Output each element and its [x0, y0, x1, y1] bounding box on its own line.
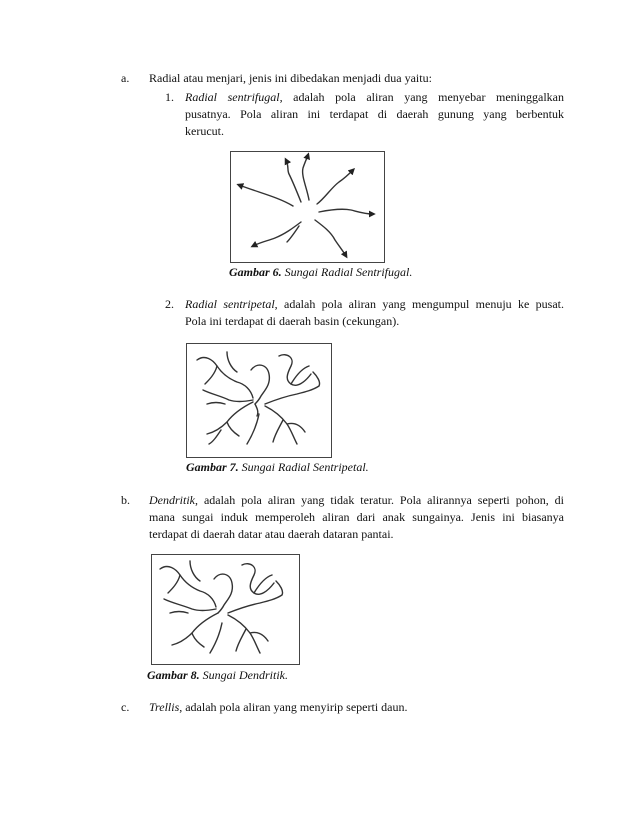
figure-7-caption: [186, 460, 369, 474]
item-c-line: [149, 700, 408, 714]
figure-8-label: Gambar 8.: [147, 668, 200, 682]
item-a-marker: a.: [121, 71, 130, 85]
item-b-line2: mana sungai induk memperoleh aliran dari anak sungainya. Jenis ini biasanya: [149, 510, 564, 524]
item-a2-marker: 2.: [165, 297, 174, 311]
item-a2-line2: Pola ini terdapat di daerah basin (cekungan).: [185, 314, 400, 328]
figure-6-label: Gambar 6.: [229, 265, 282, 279]
figure-8-caption: [147, 668, 288, 682]
figure-6-caption: [229, 265, 412, 279]
figure-8-caption-text: Sungai Dendritik.: [199, 668, 288, 682]
figure-7-label: Gambar 7.: [186, 460, 239, 474]
item-b-marker: b.: [121, 493, 130, 507]
item-a-text: Radial atau menjari, jenis ini dibedakan menjadi dua yaitu:: [149, 71, 432, 85]
figure-dendritik: [151, 554, 300, 665]
item-a1-marker: 1.: [165, 90, 174, 104]
item-a1-line1: [185, 90, 564, 104]
item-b-term: Dendritik: [149, 493, 195, 507]
figure-6-caption-text: Sungai Radial Sentrifugal.: [281, 265, 413, 279]
item-b-line3: terdapat di daerah datar atau daerah dataran pantai.: [149, 527, 394, 541]
item-b-line1-rest: , adalah pola aliran yang tidak teratur. Pola alirannya seperti pohon, di: [195, 493, 564, 507]
item-c-marker: c.: [121, 700, 130, 714]
item-a2-line1-rest: , adalah pola aliran yang mengumpul menuju ke pusat.: [274, 297, 565, 311]
item-a1-term: Radial sentrifugal,: [185, 90, 283, 104]
item-a2-line1: [185, 297, 564, 311]
item-a2-term: Radial sentripetal: [185, 297, 275, 311]
radial-sentrifugal-drawing: [231, 152, 384, 262]
radial-sentripetal-drawing: [187, 344, 331, 457]
figure-radial-sentripetal: [186, 343, 332, 458]
item-c-term: Trellis,: [149, 700, 183, 714]
figure-7-caption-text: Sungai Radial Sentripetal.: [238, 460, 369, 474]
dendritik-drawing: [152, 555, 299, 664]
figure-radial-sentrifugal: [230, 151, 385, 263]
item-b-line1: [149, 493, 564, 507]
item-c-text: adalah pola aliran yang menyirip seperti daun.: [182, 700, 408, 714]
item-a1-line1-rest: adalah pola aliran yang menyebar meninggalkan: [282, 90, 565, 104]
item-a1-line3: kerucut.: [185, 124, 224, 138]
item-a1-line2: pusatnya. Pola aliran ini terdapat di daerah gunung yang berbentuk: [185, 107, 564, 121]
